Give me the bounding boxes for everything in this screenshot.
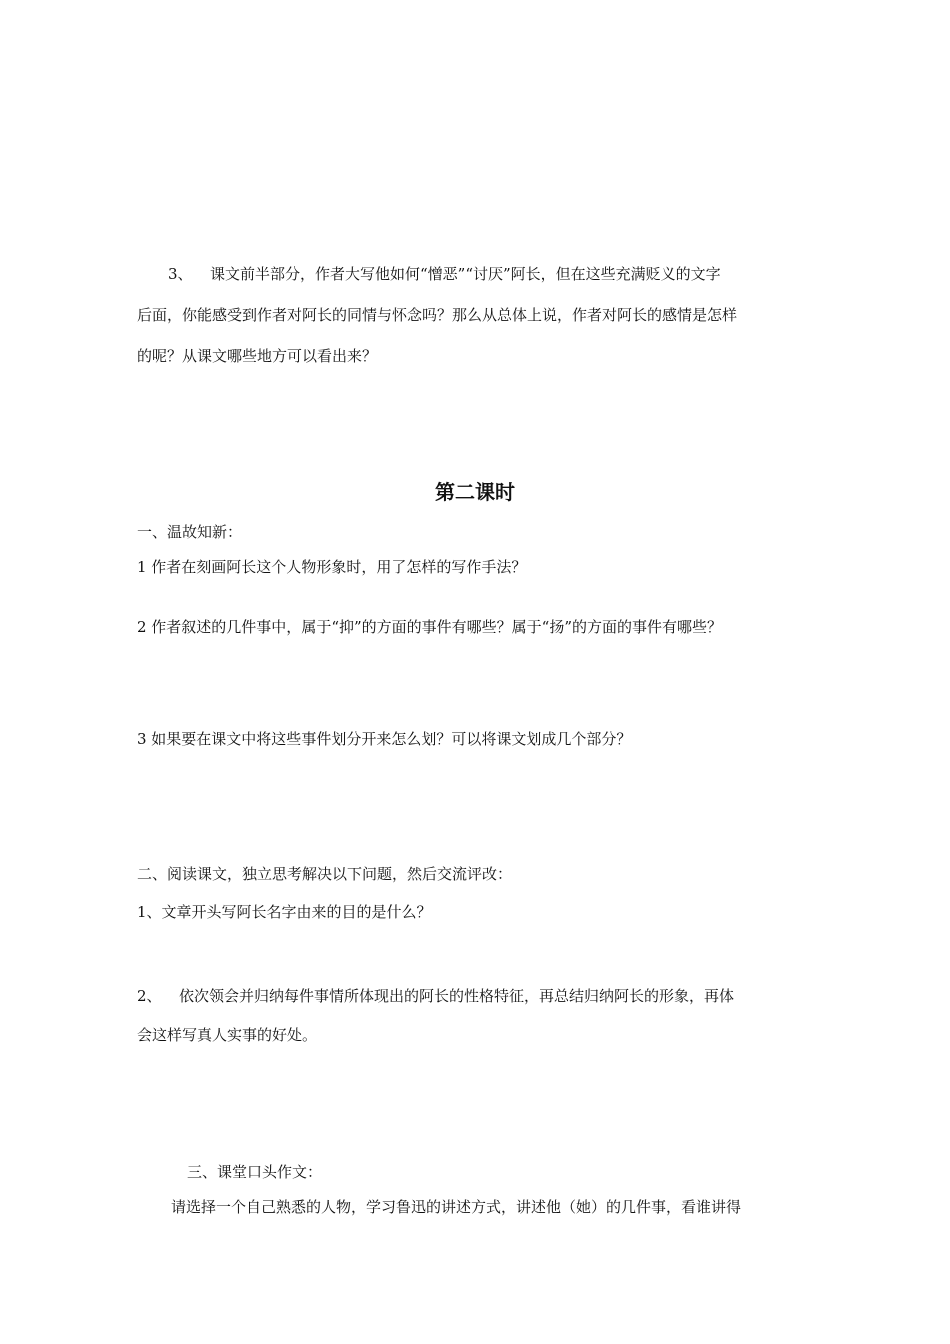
question-3-line-3: 的呢？从课文哪些地方可以看出来？: [137, 347, 378, 365]
part-1-question-3: 3 如果要在课文中将这些事件划分开来怎么划？可以将课文划成几个部分？: [137, 730, 632, 748]
part-1-question-2: 2 作者叙述的几件事中，属于“抑”的方面的事件有哪些？属于“扬”的方面的事件有哪些？: [137, 618, 722, 636]
part-2-question-2-text: 依次领会并归纳每件事情所体现出的阿长的性格特征，再总结归纳阿长的形象，再体: [179, 987, 735, 1005]
part-1-heading: 一、温故知新：: [137, 523, 243, 541]
question-3-line-1: [168, 264, 721, 284]
part-2-heading: 二、阅读课文，独立思考解决以下问题，然后交流评改：: [137, 865, 513, 883]
part-2-question-2-number: 2、: [137, 987, 162, 1005]
question-3-text: 课文前半部分，作者大写他如何“憎恶”“讨厌”阿长，但在这些充满贬义的文字: [210, 265, 721, 283]
question-3-line-2: 后面，你能感受到作者对阿长的同情与怀念吗？那么从总体上说，作者对阿长的感情是怎样: [137, 306, 738, 324]
part-2-question-1: 1、文章开头写阿长名字由来的目的是什么？: [137, 903, 432, 921]
part-2-question-2-line-2: 会这样写真人实事的好处。: [137, 1026, 318, 1044]
lesson-title: 第二课时: [435, 480, 515, 504]
part-3-heading: 三、课堂口头作文：: [187, 1163, 323, 1181]
part-1-question-1: 1 作者在刻画阿长这个人物形象时，用了怎样的写作手法？: [137, 558, 527, 576]
part-2-question-2-line-1: [137, 986, 734, 1006]
question-3-number: 3、: [168, 265, 193, 283]
part-3-line-1: 请选择一个自己熟悉的人物，学习鲁迅的讲述方式，讲述他（她）的几件事，看谁讲得: [171, 1198, 742, 1216]
